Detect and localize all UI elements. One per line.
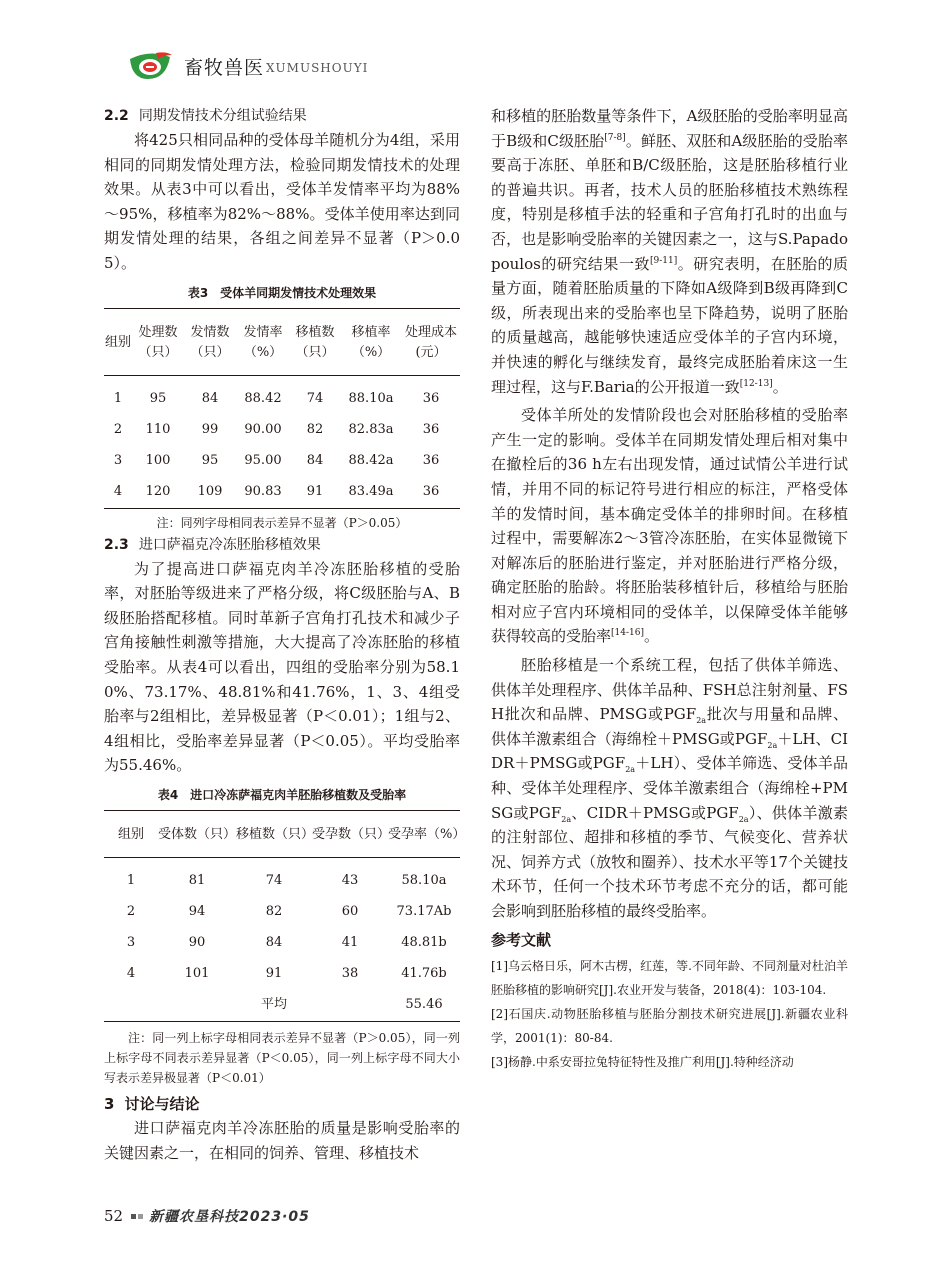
section-2-3-heading bbox=[104, 533, 460, 557]
section-3-heading bbox=[104, 1092, 460, 1116]
table-cell: 120 bbox=[145, 483, 171, 499]
table-cell: 84 bbox=[201, 390, 219, 406]
text-run: ）、供体羊激素的注射部位、超排和移植的季节、气候变化、营养状况、饲养方式（放牧和圈养）、技术水平等17个关键技术环节，任何一个技术环节考虑不充分的话，都可能会影响到胚胎移植的最终受胎率。 bbox=[491, 803, 848, 920]
section-2-3-paragraph: 为了提高进口萨福克肉羊冷冻胚胎移植的受胎率，对胚胎等级进来了严格分级，将C级胚胎与A、B级胚胎搭配移植。同时革新子宫角打孔技术和减少子宫角接触性刺激等措施，大大提高了冷冻胚胎的移植受胎率。从表4可以看出，四组的受胎率分别为58.10%、73.17%、48.81%和41.76%，1、3、4组受胎率与2组相比，差异极显著（P＜0.01）；1组与2、4组相比，受胎率差异显著（P＜0.05）。平均受胎率为55.46%。 bbox=[104, 559, 460, 775]
table-cell: 73.17Ab bbox=[396, 904, 452, 920]
left-column bbox=[104, 104, 466, 1165]
text-run: 。 bbox=[772, 377, 788, 396]
table-row bbox=[104, 446, 460, 477]
table-row bbox=[104, 477, 460, 509]
table-cell: 82 bbox=[306, 421, 324, 437]
table-cell: 74 bbox=[265, 873, 283, 889]
table-cell: 41 bbox=[341, 935, 359, 951]
table-cell: 110 bbox=[145, 421, 171, 437]
section-number: 2.3 bbox=[104, 536, 129, 553]
page-footer bbox=[104, 1202, 310, 1230]
section-number: 2.2 bbox=[104, 108, 129, 124]
table-cell: 88.10a bbox=[348, 390, 394, 406]
table-4 bbox=[104, 810, 466, 1022]
table-cell: 95.00 bbox=[244, 452, 282, 468]
table-cell: 48.81b bbox=[401, 935, 447, 951]
text-run: 批次与用量和品牌、供体羊激素组合（海绵栓＋PMSG或PGF bbox=[491, 705, 848, 748]
section-number: 3 bbox=[104, 1094, 115, 1113]
table-4-title: 表4 进口冷冻萨福克肉羊胚胎移植数及受胎率 bbox=[157, 787, 407, 802]
table-header: 移植率（%） bbox=[351, 324, 391, 360]
table-cell: 4 bbox=[113, 483, 123, 499]
subscript: 2a bbox=[767, 740, 778, 750]
table-cell: 100 bbox=[145, 452, 171, 468]
table-header: 受体数（只） bbox=[158, 826, 237, 842]
table-cell: 38 bbox=[341, 966, 359, 982]
page-number: 52 bbox=[104, 1207, 124, 1225]
table-4-header-row bbox=[104, 810, 460, 857]
table-row bbox=[104, 857, 460, 897]
table-header: 受孕率（%） bbox=[388, 826, 466, 842]
table-cell: 91 bbox=[265, 966, 283, 982]
table-3 bbox=[104, 308, 460, 509]
table-cell: 95 bbox=[149, 390, 167, 406]
table-4-note: 注：同一列上标字母相同表示差异不显著（P＞0.05），同一列上标字母不同表示差异显著（P＜0.05），同一列上标字母不同大小写表示差异极显著（P＜0.01） bbox=[104, 1030, 460, 1085]
section-2-2-paragraph: 将425只相同品种的受体母羊随机分为4组，采用相同的同期发情处理方法，检验同期发情技术的处理效果。从表3中可以看出，受体羊发情率平均为88%～95%，移植率为82%～88%。受体羊使用率达到同期发情处理的结果，各组之间差异不显著（P＞0.05）。 bbox=[104, 131, 460, 272]
text-run: 、CIDR＋PMSG或PGF bbox=[571, 803, 739, 822]
table-cell: 84 bbox=[265, 935, 283, 951]
table-cell: 1 bbox=[126, 873, 136, 889]
table-header: 发情数（只） bbox=[190, 324, 230, 360]
table-cell: 94 bbox=[188, 904, 206, 920]
table-cell: 82.83a bbox=[348, 421, 394, 437]
square-decoration-icon bbox=[138, 1214, 143, 1219]
table-avg-label: 平均 bbox=[260, 997, 287, 1013]
subscript: 2a bbox=[696, 716, 707, 726]
table-row bbox=[104, 415, 460, 446]
table-cell: 36 bbox=[422, 390, 440, 406]
table-3-header-row bbox=[104, 308, 460, 375]
text-run: ＋LH、CIDR＋PMSG或PGF bbox=[491, 729, 848, 773]
section-title: 同期发情技术分组试验结果 bbox=[138, 108, 307, 124]
table-cell: 36 bbox=[422, 452, 440, 468]
citation: [9-11] bbox=[650, 255, 678, 266]
section-3-paragraph: 进口萨福克肉羊冷冻胚胎的质量是影响受胎率的关键因素之一，在相同的饲养、管理、移植技术 bbox=[104, 1118, 460, 1162]
section-2-2-heading bbox=[104, 104, 460, 128]
table-cell: 82 bbox=[265, 904, 283, 920]
header-title-en: XUMUSHOUYI bbox=[266, 61, 369, 75]
table-header: 处理成本(元） bbox=[404, 324, 457, 360]
text-run: 。鲜胚、双胚和A级胚胎的受胎率要高于冻胚、单胚和B/C级胚胎，这是胚胎移植行业的普遍共识。再者，技术人员的胚胎移植技术熟练程度，特别是移植手法的轻重和子宫角打孔时的出血与否，也是影响受胎率的关键因素之一，这与S.Papadopoulos的研究结果一致 bbox=[491, 131, 848, 273]
table-cell: 1 bbox=[113, 390, 123, 406]
discussion-paragraph-2 bbox=[491, 403, 848, 649]
table-cell: 101 bbox=[184, 966, 210, 982]
text-run: ＋LH）、受体羊筛选、受体羊品种、受体羊处理程序、受体羊激素组合（海绵栓+PMSG或PGF bbox=[491, 754, 848, 822]
table-3-title: 表3 受体羊同期发情技术处理效果 bbox=[187, 285, 377, 300]
table-cell: 41.76b bbox=[401, 966, 447, 982]
table-cell: 4 bbox=[126, 966, 136, 982]
table-avg-value: 55.46 bbox=[405, 997, 443, 1013]
table-cell: 88.42a bbox=[348, 452, 394, 468]
table-cell: 91 bbox=[306, 483, 324, 499]
subscript: 2a bbox=[561, 814, 572, 824]
subscript: 2a bbox=[625, 765, 636, 775]
right-column bbox=[491, 104, 848, 1074]
table-cell: 109 bbox=[197, 483, 223, 499]
table-cell: 60 bbox=[341, 904, 359, 920]
table-row bbox=[104, 897, 460, 928]
table-cell: 74 bbox=[306, 390, 324, 406]
citation: [7-8] bbox=[604, 132, 626, 143]
section-title: 讨论与结论 bbox=[124, 1094, 200, 1113]
journal-name: 新疆农垦科技2023·05 bbox=[149, 1209, 310, 1225]
table-cell: 2 bbox=[113, 421, 123, 437]
text-run: 和移植的胚胎数量等条件下，A级胚胎的受胎率明显高于B级和C级胚胎 bbox=[491, 107, 848, 150]
table-row bbox=[104, 959, 460, 990]
table-cell: 3 bbox=[126, 935, 136, 951]
table-3-note: 注：同列字母相同表示差异不显著（P＞0.05） bbox=[156, 515, 408, 530]
discussion-paragraph-3 bbox=[491, 653, 848, 924]
table-avg-row bbox=[104, 990, 460, 1022]
table-cell: 99 bbox=[201, 421, 219, 437]
table-header: 处理数（只） bbox=[138, 324, 178, 360]
discussion-paragraph-1 bbox=[491, 104, 848, 399]
table-cell: 90 bbox=[188, 935, 206, 951]
reference-item: [1]乌云格日乐，阿木古楞，红莲，等.不同年龄、不同剂量对杜泊羊胚胎移植的影响研究[J].农业开发与装备，2018(4)：103-104. bbox=[491, 958, 848, 997]
table-header: 移植数（只） bbox=[295, 324, 335, 360]
table-cell: 95 bbox=[201, 452, 219, 468]
text-run: 胚胎移植是一个系统工程，包括了供体羊筛选、供体羊处理程序、供体羊品种、FSH总注射剂量、FSH批次和品牌、PMSG或PGF bbox=[491, 656, 848, 724]
table-cell: 36 bbox=[422, 483, 440, 499]
table-row bbox=[104, 375, 460, 415]
table-cell: 90.00 bbox=[244, 421, 282, 437]
references-heading: 参考文献 bbox=[491, 930, 552, 949]
table-cell: 90.83 bbox=[244, 483, 282, 499]
table-cell: 43 bbox=[341, 873, 359, 889]
table-header: 发情率（%） bbox=[243, 324, 283, 360]
table-cell: 83.49a bbox=[348, 483, 394, 499]
table-row bbox=[104, 928, 460, 959]
section-title: 进口萨福克冷冻胚胎移植效果 bbox=[138, 536, 321, 553]
table-cell: 84 bbox=[306, 452, 324, 468]
journal-header bbox=[126, 48, 368, 84]
reference-item: [2]石国庆.动物胚胎移植与胚胎分割技术研究进展[J].新疆农业科学，2001(1)：80-84. bbox=[491, 1006, 848, 1045]
table-header: 受孕数（只） bbox=[312, 826, 391, 842]
table-cell: 36 bbox=[422, 421, 440, 437]
text-run: 。 bbox=[643, 627, 659, 646]
journal-logo-icon bbox=[126, 51, 174, 81]
header-title-cn: 畜牧兽医 bbox=[184, 56, 265, 79]
table-header: 组别 bbox=[104, 334, 131, 350]
table-cell: 3 bbox=[113, 452, 123, 468]
square-decoration-icon bbox=[131, 1214, 136, 1219]
text-run: 。研究表明，在胚胎的质量方面，随着胚胎质量的下降如A级降到B级再降到C级，所表现出来的受胎率也呈下降趋势，说明了胚胎的质量越高，越能够快速适应受体羊的子宫内环境，并快速的孵化与继续发育，最终完成胚胎着床这一生理过程，这与F.Baria的公开报道一致 bbox=[491, 254, 848, 396]
table-header: 移植数（只） bbox=[236, 826, 315, 842]
table-cell: 81 bbox=[188, 873, 206, 889]
text-run: 受体羊所处的发情阶段也会对胚胎移植的受胎率产生一定的影响。受体羊在同期发情处理后相对集中在撤栓后的36 h左右出现发情，通过试情公羊进行试情，并用不同的标记符号进行相应的标注，严格受体羊的发情时间，基本确定受体羊的排卵时间。在移植过程中，需要解冻2～3管冷冻胚胎，在实体显微镜下对解冻后的胚胎进行鉴定，并对胚胎进行严格分级，确定胚胎的胎龄。将胚胎装移植针后，移植给与胚胎相对应子宫内环境相同的受体羊，以保障受体羊能够获得较高的受胎率 bbox=[491, 406, 848, 646]
citation: [12-13] bbox=[739, 378, 773, 389]
reference-item: [3]杨静.中系安哥拉兔特征特性及推广利用[J].特种经济动 bbox=[491, 1054, 794, 1069]
table-header: 组别 bbox=[117, 826, 144, 842]
citation: [14-16] bbox=[611, 628, 644, 639]
subscript: 2a bbox=[738, 814, 749, 824]
table-cell: 2 bbox=[126, 904, 136, 920]
table-cell: 88.42 bbox=[244, 390, 282, 406]
table-cell: 58.10a bbox=[401, 873, 447, 889]
